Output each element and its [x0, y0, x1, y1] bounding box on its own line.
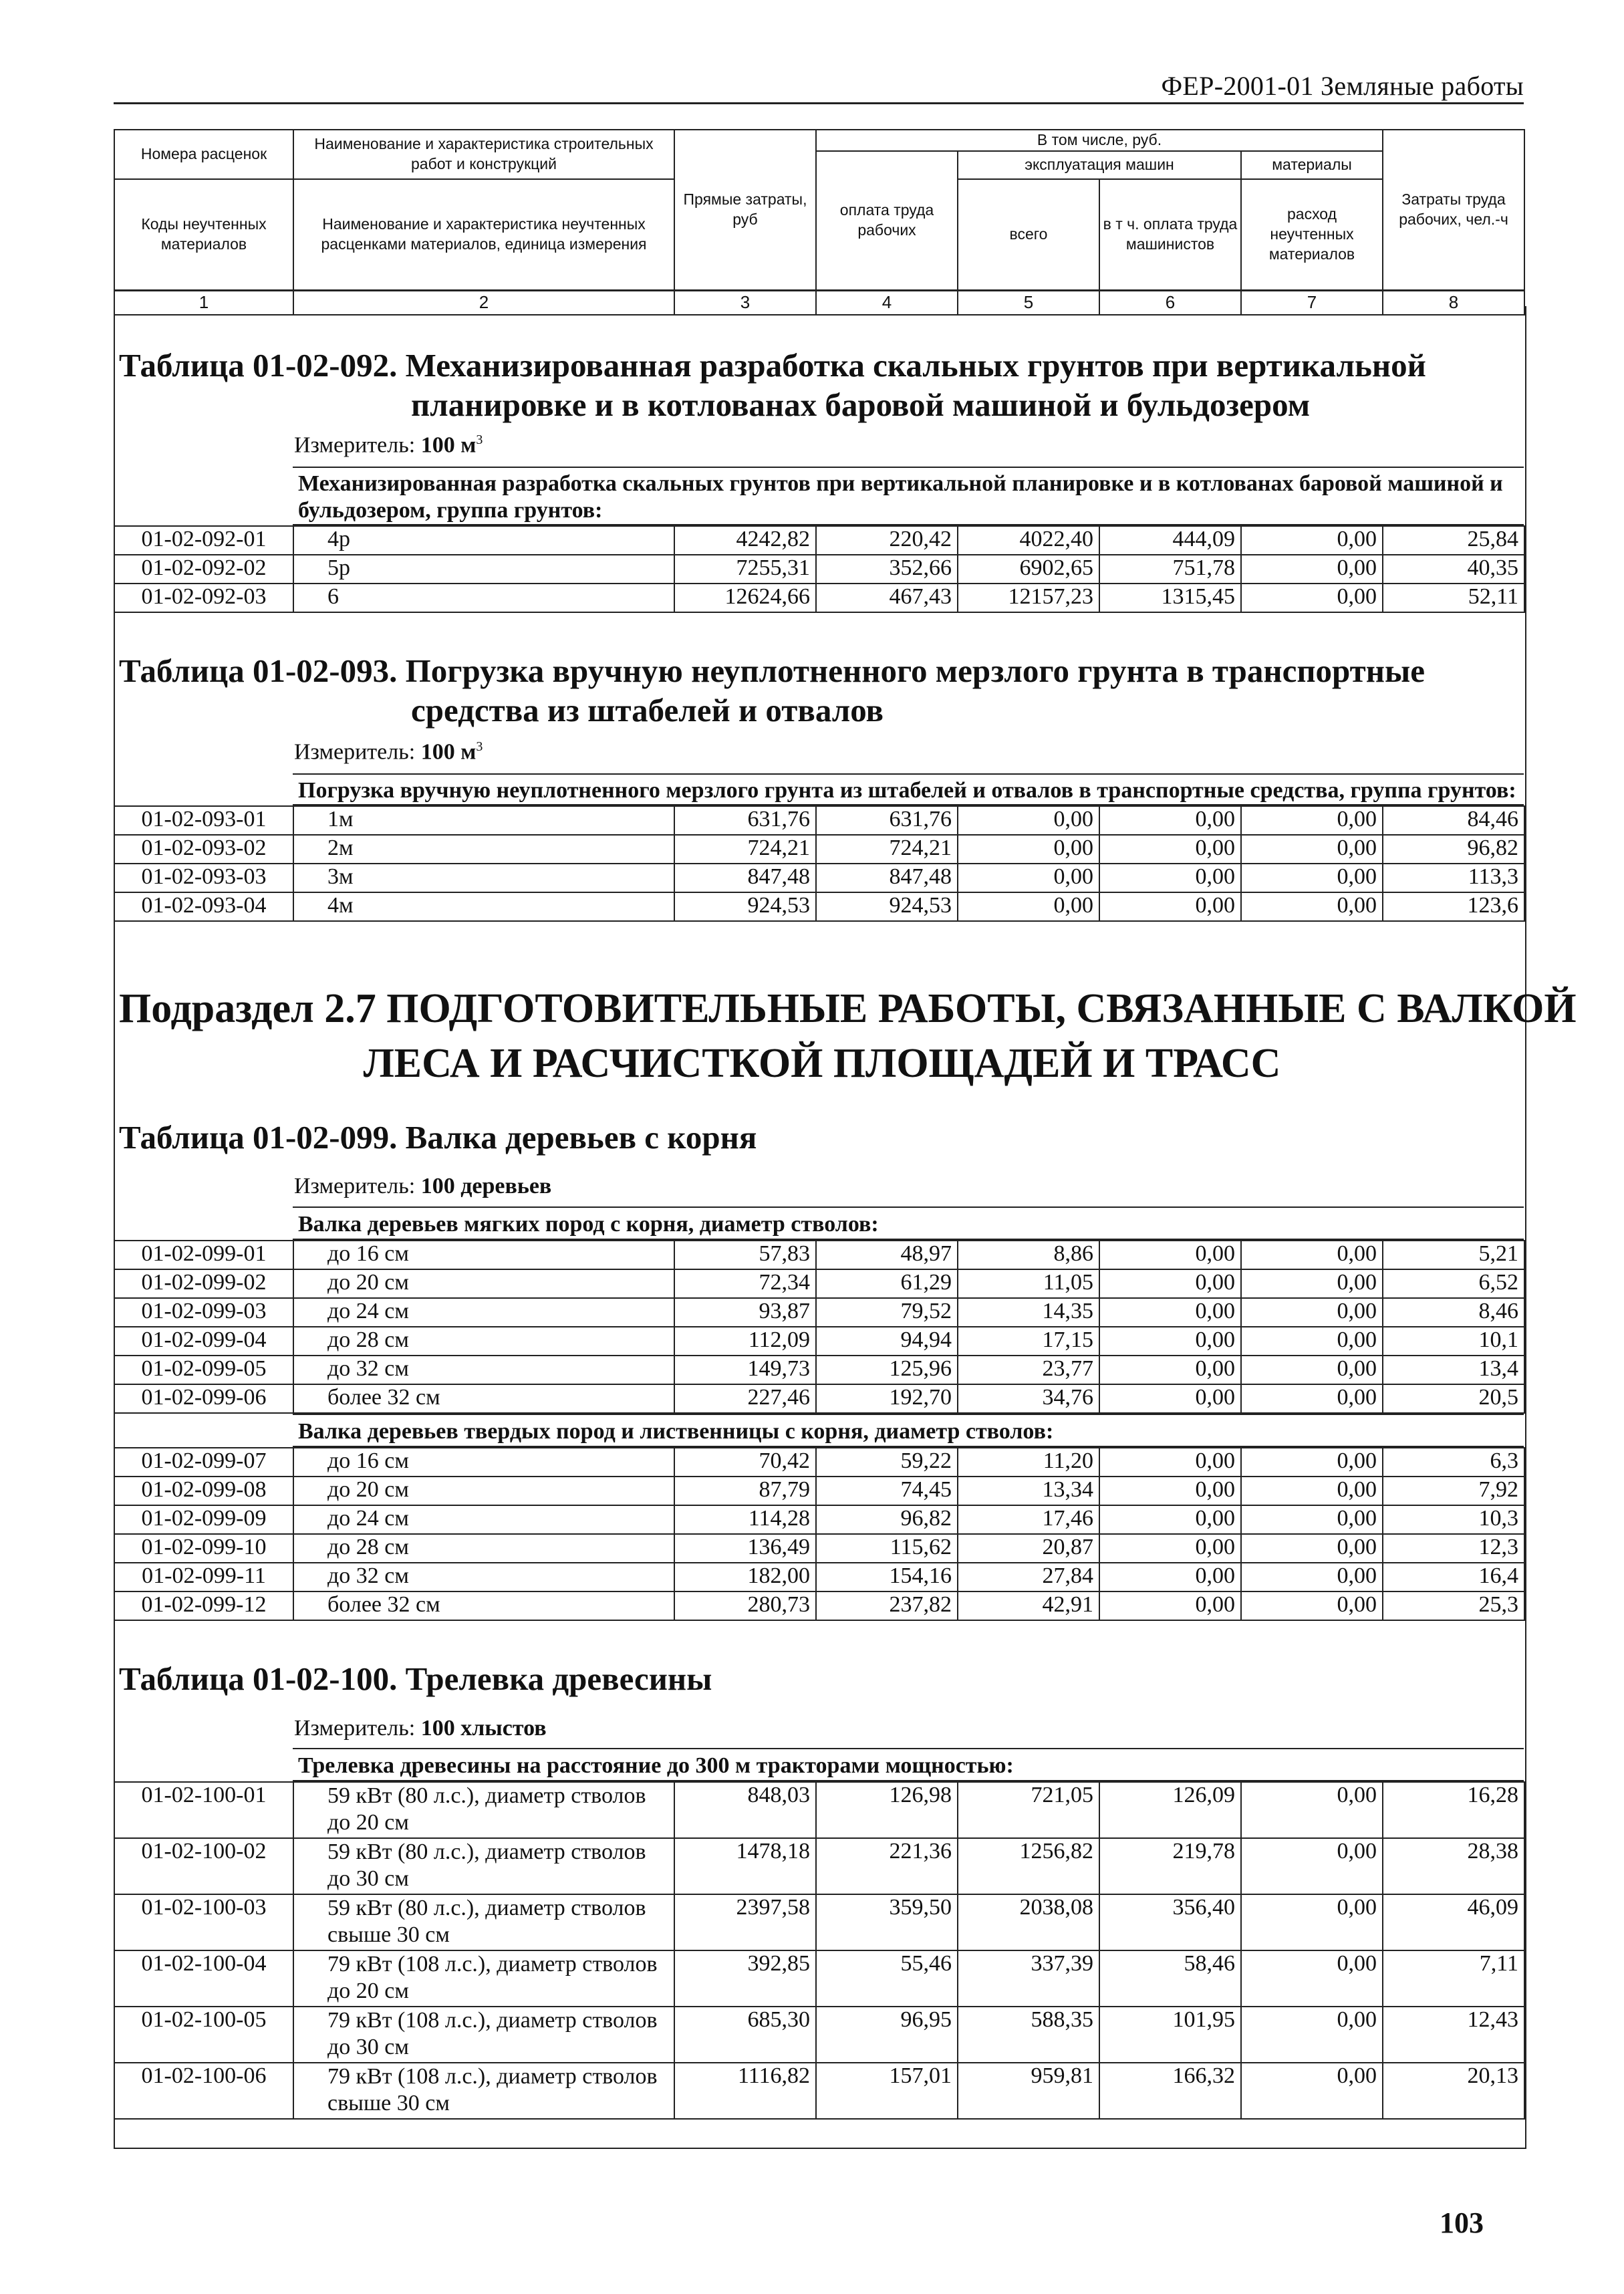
- table-row: [114, 1384, 1524, 1413]
- header-rule: [114, 102, 1524, 104]
- rate-value: 0,00: [1241, 2007, 1383, 2063]
- rate-value: 0,00: [1241, 1505, 1383, 1534]
- rate-value: 721,05: [958, 1782, 1099, 1838]
- rate-value: 115,62: [816, 1534, 958, 1563]
- rate-value: 70,42: [674, 1448, 816, 1477]
- rate-value: 166,32: [1099, 2063, 1241, 2119]
- rate-value: 0,00: [1241, 2063, 1383, 2119]
- rate-value: 0,00: [958, 835, 1099, 864]
- rate-value: 631,76: [816, 806, 958, 835]
- rate-value: 0,00: [1241, 1448, 1383, 1477]
- rate-value: 392,85: [674, 1950, 816, 2007]
- rate-code: 01-02-099-03: [114, 1298, 293, 1327]
- col-mach-wages: в т ч. оплата труда машинистов: [1099, 179, 1241, 291]
- table-row: [114, 1838, 1524, 1894]
- rate-code: 01-02-099-04: [114, 1327, 293, 1356]
- rate-value: 0,00: [1241, 864, 1383, 892]
- rate-value: 74,45: [816, 1477, 958, 1505]
- rate-value: 0,00: [1241, 1241, 1383, 1269]
- col-num: 8: [1383, 291, 1524, 315]
- table-title: [119, 344, 1426, 387]
- rate-value: 25,3: [1383, 1591, 1524, 1620]
- rate-code: 01-02-099-01: [114, 1241, 293, 1269]
- table-row: [114, 1591, 1524, 1620]
- rate-value: 0,00: [958, 864, 1099, 892]
- page-number: 103: [1440, 2206, 1484, 2239]
- table-row: [114, 835, 1524, 864]
- rate-value: 0,00: [1241, 835, 1383, 864]
- measure-unit: Измеритель: 100 $м^3$: [294, 432, 483, 458]
- col-labor: Затраты труда рабочих, чел.-ч: [1383, 130, 1524, 291]
- rate-value: 17,15: [958, 1327, 1099, 1356]
- col-wages: оплата труда рабочих: [816, 151, 958, 291]
- rate-code: 01-02-093-01: [114, 806, 293, 835]
- rate-value: 10,3: [1383, 1505, 1524, 1534]
- col-code-top: Номера расценок: [114, 130, 293, 179]
- group-heading: Механизированная разработка скальных грунтов при вертикальной планировке и в котлованах баровой машиной и бульдозером, группа грунтов:: [293, 467, 1524, 525]
- col-num: 2: [293, 291, 674, 315]
- rate-value: 20,87: [958, 1534, 1099, 1563]
- rate-value: 0,00: [1241, 806, 1383, 835]
- rate-value: 631,76: [674, 806, 816, 835]
- rate-value: 6902,65: [958, 555, 1099, 584]
- rate-value: 14,35: [958, 1298, 1099, 1327]
- rate-value: 16,4: [1383, 1563, 1524, 1591]
- rate-value: 847,48: [674, 864, 816, 892]
- rate-value: 125,96: [816, 1356, 958, 1384]
- rate-value: 924,53: [816, 892, 958, 921]
- col-num: 3: [674, 291, 816, 315]
- rate-value: 0,00: [958, 806, 1099, 835]
- section-title-line2: ЛЕСА И РАСЧИСТКОЙ ПЛОЩАДЕЙ И ТРАСС: [363, 1041, 1281, 1086]
- rate-value: 192,70: [816, 1384, 958, 1413]
- rate-value: 59,22: [816, 1448, 958, 1477]
- rate-table: [114, 1781, 1525, 2120]
- rate-value: 126,98: [816, 1782, 958, 1838]
- rate-value: 220,42: [816, 526, 958, 555]
- table-block-099: [114, 1206, 1524, 1621]
- rate-value: 0,00: [1241, 1782, 1383, 1838]
- rate-value: 2397,58: [674, 1894, 816, 1950]
- table-title-lead: Таблица 01-02-092.: [119, 347, 398, 384]
- rate-value: 588,35: [958, 2007, 1099, 2063]
- rate-value: 12624,66: [674, 584, 816, 612]
- group-heading: Трелевка древесины на расстояние до 300 м тракторами мощностью:: [293, 1748, 1524, 1781]
- rate-value: 157,01: [816, 2063, 958, 2119]
- rate-value: 444,09: [1099, 526, 1241, 555]
- table-title-line2: планировке и в котлованах баровой машиной и бульдозером: [411, 386, 1311, 423]
- rate-value: 0,00: [1241, 1298, 1383, 1327]
- table-title-line2: средства из штабелей и отвалов: [411, 692, 884, 729]
- col-machines: эксплуатация машин: [958, 151, 1241, 179]
- table-row: [114, 555, 1524, 584]
- rate-name: 5р: [293, 555, 674, 584]
- table-row: [114, 1477, 1524, 1505]
- rate-code: 01-02-092-02: [114, 555, 293, 584]
- rate-name: до 32 см: [293, 1356, 674, 1384]
- rate-table: [114, 525, 1525, 613]
- rate-value: 4242,82: [674, 526, 816, 555]
- measure-unit: Измеритель: 100 $м^3$: [294, 739, 483, 765]
- rate-name: до 20 см: [293, 1269, 674, 1298]
- rate-value: 0,00: [1099, 1298, 1241, 1327]
- rate-name: до 24 см: [293, 1505, 674, 1534]
- rate-value: 848,03: [674, 1782, 816, 1838]
- rate-name: 79 кВт (108 л.с.), диаметр стволов свыше 30 см: [293, 2063, 674, 2119]
- rate-value: 0,00: [1099, 1591, 1241, 1620]
- rate-name: более 32 см: [293, 1591, 674, 1620]
- col-name-bottom: Наименование и характеристика неучтенных расценками материалов, единица измерения: [293, 179, 674, 291]
- rate-value: 57,83: [674, 1241, 816, 1269]
- rate-value: 1478,18: [674, 1838, 816, 1894]
- rate-value: 359,50: [816, 1894, 958, 1950]
- table-row: [114, 864, 1524, 892]
- table-title: [119, 1116, 757, 1159]
- rate-value: 0,00: [1241, 584, 1383, 612]
- rate-value: 237,82: [816, 1591, 958, 1620]
- rate-value: 0,00: [1241, 1563, 1383, 1591]
- rate-name: 59 кВт (80 л.с.), диаметр стволов до 30 см: [293, 1838, 674, 1894]
- rate-code: 01-02-099-08: [114, 1477, 293, 1505]
- rate-name: 59 кВт (80 л.с.), диаметр стволов свыше 30 см: [293, 1894, 674, 1950]
- col-incl: В том числе, руб.: [816, 130, 1383, 151]
- rate-value: 96,95: [816, 2007, 958, 2063]
- group-heading: Погрузка вручную неуплотненного мерзлого грунта из штабелей и отвалов в транспортные средства, группа грунтов:: [293, 773, 1524, 805]
- rate-value: 352,66: [816, 555, 958, 584]
- rate-value: 10,1: [1383, 1327, 1524, 1356]
- rate-value: 0,00: [1099, 1356, 1241, 1384]
- rate-name: 1м: [293, 806, 674, 835]
- rate-name: до 16 см: [293, 1241, 674, 1269]
- measure-unit: Измеритель: 100 хлыстов: [294, 1716, 547, 1741]
- table-block-100: [114, 1748, 1524, 2120]
- table-row: [114, 1782, 1524, 1838]
- rate-value: 685,30: [674, 2007, 816, 2063]
- rate-value: 0,00: [1099, 1269, 1241, 1298]
- rate-value: 0,00: [1099, 806, 1241, 835]
- rate-value: 84,46: [1383, 806, 1524, 835]
- rate-value: 227,46: [674, 1384, 816, 1413]
- table-title: [119, 650, 1425, 692]
- rate-value: 847,48: [816, 864, 958, 892]
- col-num: 6: [1099, 291, 1241, 315]
- rate-value: 4022,40: [958, 526, 1099, 555]
- rate-value: 751,78: [1099, 555, 1241, 584]
- table-row: [114, 1505, 1524, 1534]
- rate-name: 3м: [293, 864, 674, 892]
- rate-value: 0,00: [1099, 1384, 1241, 1413]
- table-row: [114, 584, 1524, 612]
- rate-code: 01-02-100-02: [114, 1838, 293, 1894]
- rate-value: 61,29: [816, 1269, 958, 1298]
- rate-name: до 24 см: [293, 1298, 674, 1327]
- rate-value: 182,00: [674, 1563, 816, 1591]
- rate-code: 01-02-093-04: [114, 892, 293, 921]
- col-code-bottom: Коды неучтенных материалов: [114, 179, 293, 291]
- rate-value: 0,00: [1099, 864, 1241, 892]
- col-mat-spend: расход неучтенных материалов: [1241, 179, 1383, 291]
- rate-value: 27,84: [958, 1563, 1099, 1591]
- rate-value: 87,79: [674, 1477, 816, 1505]
- rate-value: 46,09: [1383, 1894, 1524, 1950]
- rate-name: до 20 см: [293, 1477, 674, 1505]
- rate-name: до 28 см: [293, 1534, 674, 1563]
- rate-value: 0,00: [1241, 1327, 1383, 1356]
- rate-value: 17,46: [958, 1505, 1099, 1534]
- table-row: [114, 526, 1524, 555]
- rate-value: 467,43: [816, 584, 958, 612]
- rate-value: 12,43: [1383, 2007, 1524, 2063]
- rate-name: 79 кВт (108 л.с.), диаметр стволов до 20 см: [293, 1950, 674, 2007]
- rate-code: 01-02-099-12: [114, 1591, 293, 1620]
- rate-value: 0,00: [1241, 555, 1383, 584]
- rate-code: 01-02-092-03: [114, 584, 293, 612]
- rate-value: 0,00: [1099, 1477, 1241, 1505]
- rate-value: 0,00: [958, 892, 1099, 921]
- rate-code: 01-02-099-09: [114, 1505, 293, 1534]
- table-row: [114, 1448, 1524, 1477]
- rate-value: 221,36: [816, 1838, 958, 1894]
- rate-value: 356,40: [1099, 1894, 1241, 1950]
- rate-value: 0,00: [1241, 1838, 1383, 1894]
- rate-value: 1315,45: [1099, 584, 1241, 612]
- table-row: [114, 1563, 1524, 1591]
- rate-name: до 28 см: [293, 1327, 674, 1356]
- table-title-text: Валка деревьев с корня: [405, 1119, 757, 1156]
- col-num: 5: [958, 291, 1099, 315]
- rate-code: 01-02-100-05: [114, 2007, 293, 2063]
- rate-value: 724,21: [674, 835, 816, 864]
- rate-value: 48,97: [816, 1241, 958, 1269]
- rate-value: 0,00: [1241, 1384, 1383, 1413]
- rate-name: 59 кВт (80 л.с.), диаметр стволов до 20 см: [293, 1782, 674, 1838]
- rate-value: 0,00: [1099, 1505, 1241, 1534]
- rate-value: 0,00: [1241, 892, 1383, 921]
- section-title: Подраздел 2.7 ПОДГОТОВИТЕЛЬНЫЕ РАБОТЫ, СВЯЗАННЫЕ С ВАЛКОЙ: [119, 986, 1577, 1031]
- rate-value: 16,28: [1383, 1782, 1524, 1838]
- table-row: [114, 1356, 1524, 1384]
- rate-name: до 32 см: [293, 1563, 674, 1591]
- table-block-092: [114, 467, 1524, 613]
- rate-value: 52,11: [1383, 584, 1524, 612]
- rate-value: 96,82: [1383, 835, 1524, 864]
- rate-value: 8,46: [1383, 1298, 1524, 1327]
- rate-value: 58,46: [1099, 1950, 1241, 2007]
- rate-value: 7,92: [1383, 1477, 1524, 1505]
- table-row: [114, 1894, 1524, 1950]
- col-direct: Прямые затраты, руб: [674, 130, 816, 291]
- rate-value: 0,00: [1241, 1356, 1383, 1384]
- rate-value: 6,3: [1383, 1448, 1524, 1477]
- table-row: [114, 1534, 1524, 1563]
- rate-value: 55,46: [816, 1950, 958, 2007]
- rate-value: 0,00: [1099, 1563, 1241, 1591]
- rate-table: [114, 1240, 1525, 1414]
- rate-value: 113,3: [1383, 864, 1524, 892]
- rate-value: 12157,23: [958, 584, 1099, 612]
- rate-value: 0,00: [1099, 1534, 1241, 1563]
- rate-value: 0,00: [1099, 1327, 1241, 1356]
- group-heading: Валка деревьев твердых пород и лиственницы с корня, диаметр стволов:: [293, 1414, 1524, 1447]
- rate-table: [114, 805, 1525, 922]
- rate-value: 123,6: [1383, 892, 1524, 921]
- table-title-text: Трелевка древесины: [405, 1660, 712, 1697]
- rate-value: 0,00: [1099, 1241, 1241, 1269]
- rate-code: 01-02-100-04: [114, 1950, 293, 2007]
- rate-value: 0,00: [1241, 526, 1383, 555]
- rate-value: 96,82: [816, 1505, 958, 1534]
- running-title: ФЕР-2001-01 Земляные работы: [1161, 71, 1524, 101]
- rate-value: 924,53: [674, 892, 816, 921]
- rate-value: 0,00: [1241, 1591, 1383, 1620]
- rate-value: 40,35: [1383, 555, 1524, 584]
- rate-value: 0,00: [1099, 1448, 1241, 1477]
- rate-name: до 16 см: [293, 1448, 674, 1477]
- table-title-lead: Таблица 01-02-093.: [119, 652, 398, 689]
- rate-value: 93,87: [674, 1298, 816, 1327]
- col-num: 1: [114, 291, 293, 315]
- rate-value: 23,77: [958, 1356, 1099, 1384]
- rate-code: 01-02-099-07: [114, 1448, 293, 1477]
- rate-value: 337,39: [958, 1950, 1099, 2007]
- table-title-lead: Таблица 01-02-099.: [119, 1119, 398, 1156]
- rate-value: 12,3: [1383, 1534, 1524, 1563]
- rate-value: 20,5: [1383, 1384, 1524, 1413]
- rate-table: [114, 1447, 1525, 1621]
- rate-value: 11,20: [958, 1448, 1099, 1477]
- table-row: [114, 1327, 1524, 1356]
- rate-value: 13,34: [958, 1477, 1099, 1505]
- rate-code: 01-02-093-02: [114, 835, 293, 864]
- rate-value: 149,73: [674, 1356, 816, 1384]
- table-row: [114, 2063, 1524, 2119]
- rate-value: 34,76: [958, 1384, 1099, 1413]
- rate-value: 0,00: [1241, 1534, 1383, 1563]
- rate-value: 959,81: [958, 2063, 1099, 2119]
- table-row: [114, 806, 1524, 835]
- rate-value: 280,73: [674, 1591, 816, 1620]
- rate-value: 724,21: [816, 835, 958, 864]
- rate-value: 112,09: [674, 1327, 816, 1356]
- table-block-093: [114, 773, 1524, 922]
- rate-value: 7255,31: [674, 555, 816, 584]
- table-row: [114, 1298, 1524, 1327]
- rate-value: 1116,82: [674, 2063, 816, 2119]
- rate-value: 11,05: [958, 1269, 1099, 1298]
- rate-value: 154,16: [816, 1563, 958, 1591]
- table-title-lead: Таблица 01-02-100.: [119, 1660, 398, 1697]
- rate-value: 25,84: [1383, 526, 1524, 555]
- rate-value: 28,38: [1383, 1838, 1524, 1894]
- rate-value: 5,21: [1383, 1241, 1524, 1269]
- rate-value: 8,86: [958, 1241, 1099, 1269]
- rate-code: 01-02-100-06: [114, 2063, 293, 2119]
- rate-value: 101,95: [1099, 2007, 1241, 2063]
- rate-code: 01-02-099-11: [114, 1563, 293, 1591]
- rate-code: 01-02-092-01: [114, 526, 293, 555]
- group-heading: Валка деревьев мягких пород с корня, диаметр стволов:: [293, 1206, 1524, 1240]
- table-row: [114, 892, 1524, 921]
- rate-code: 01-02-099-05: [114, 1356, 293, 1384]
- rate-value: 0,00: [1099, 835, 1241, 864]
- table-title-text: Механизированная разработка скальных грунтов при вертикальной: [405, 347, 1426, 384]
- table-row: [114, 2007, 1524, 2063]
- rate-value: 126,09: [1099, 1782, 1241, 1838]
- table-title: [119, 1658, 712, 1700]
- table-row: [114, 1950, 1524, 2007]
- col-mach-total: всего: [958, 179, 1099, 291]
- measure-unit: Измеритель: 100 деревьев: [294, 1174, 552, 1198]
- rate-value: 0,00: [1241, 1894, 1383, 1950]
- rate-code: 01-02-099-10: [114, 1534, 293, 1563]
- rate-code: 01-02-100-03: [114, 1894, 293, 1950]
- rate-name: 4р: [293, 526, 674, 555]
- rate-value: 219,78: [1099, 1838, 1241, 1894]
- col-num: 7: [1241, 291, 1383, 315]
- rate-code: 01-02-099-02: [114, 1269, 293, 1298]
- rate-value: 1256,82: [958, 1838, 1099, 1894]
- col-num: 4: [816, 291, 958, 315]
- rate-value: 0,00: [1241, 1950, 1383, 2007]
- column-header: [114, 129, 1525, 315]
- rate-value: 42,91: [958, 1591, 1099, 1620]
- rate-value: 20,13: [1383, 2063, 1524, 2119]
- rate-value: 0,00: [1241, 1477, 1383, 1505]
- rate-name: 2м: [293, 835, 674, 864]
- table-title-text: Погрузка вручную неуплотненного мерзлого грунта в транспортные: [405, 652, 1425, 689]
- rate-name: 79 кВт (108 л.с.), диаметр стволов до 30 см: [293, 2007, 674, 2063]
- rate-value: 72,34: [674, 1269, 816, 1298]
- rate-code: 01-02-100-01: [114, 1782, 293, 1838]
- rate-value: 13,4: [1383, 1356, 1524, 1384]
- rate-code: 01-02-093-03: [114, 864, 293, 892]
- rate-value: 2038,08: [958, 1894, 1099, 1950]
- table-row: [114, 1269, 1524, 1298]
- rate-value: 0,00: [1099, 892, 1241, 921]
- rate-value: 79,52: [816, 1298, 958, 1327]
- rate-name: более 32 см: [293, 1384, 674, 1413]
- rate-name: 6: [293, 584, 674, 612]
- col-materials: материалы: [1241, 151, 1383, 179]
- rate-value: 7,11: [1383, 1950, 1524, 2007]
- rate-value: 94,94: [816, 1327, 958, 1356]
- rate-value: 114,28: [674, 1505, 816, 1534]
- rate-name: 4м: [293, 892, 674, 921]
- rate-value: 136,49: [674, 1534, 816, 1563]
- rate-value: 0,00: [1241, 1269, 1383, 1298]
- rate-code: 01-02-099-06: [114, 1384, 293, 1413]
- col-name-top: Наименование и характеристика строительных работ и конструкций: [293, 130, 674, 179]
- table-row: [114, 1241, 1524, 1269]
- rate-value: 6,52: [1383, 1269, 1524, 1298]
